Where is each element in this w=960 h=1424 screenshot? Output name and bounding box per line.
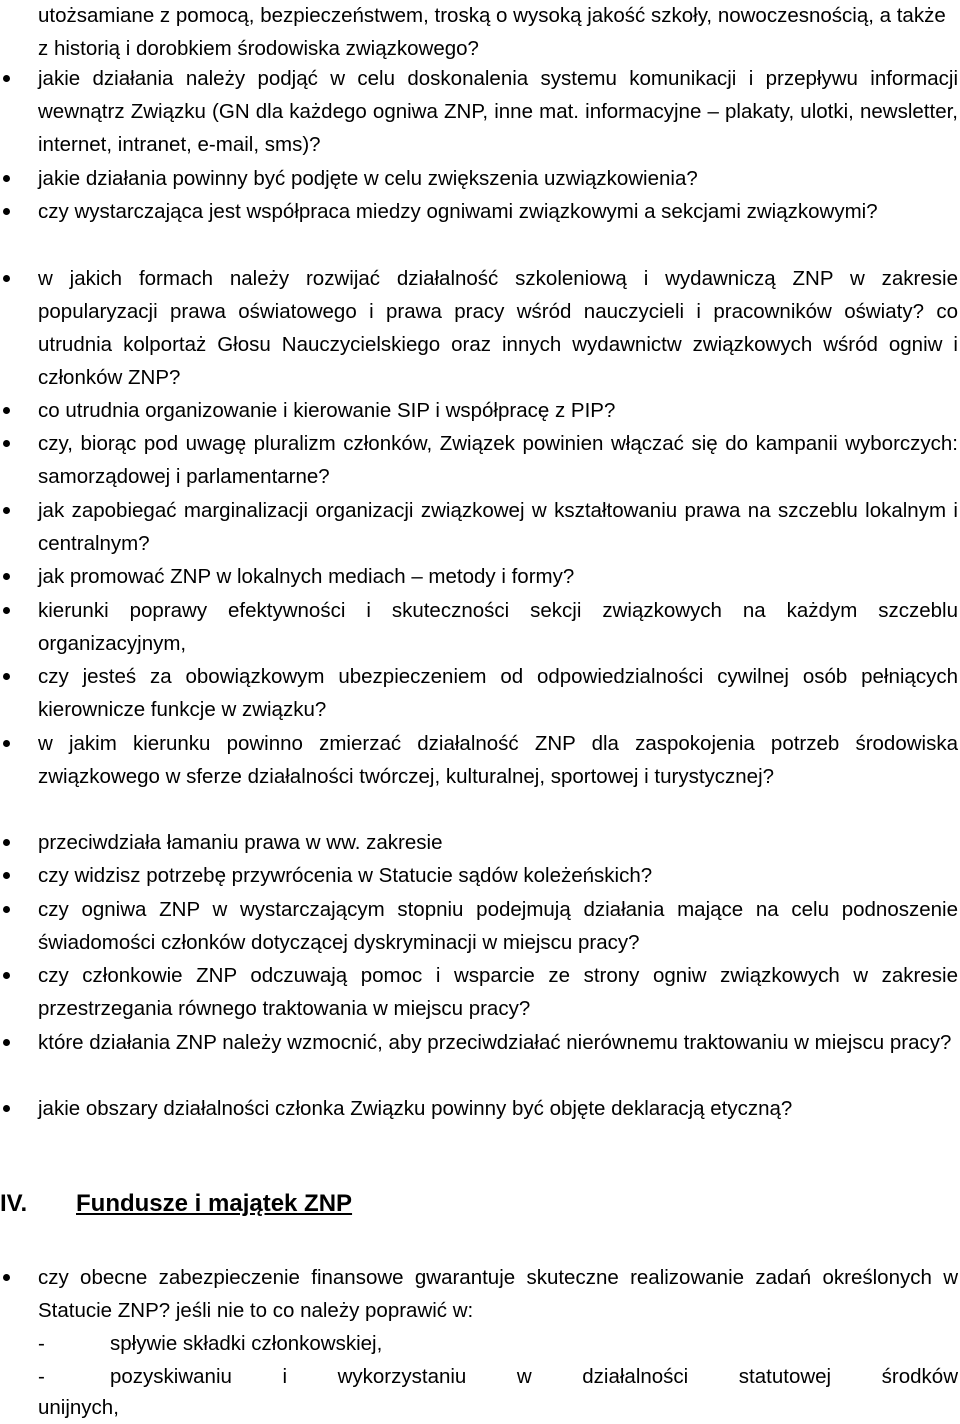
bullet-icon [3,740,10,747]
list-item-text: jakie obszary działalności członka Związku powinny być objęte deklaracją etyczną? [38,1097,793,1120]
list-item-text: które działania ZNP należy wzmocnić, aby przeciwdziałać nierównemu traktowaniu w miejscu pracy? [38,1031,952,1054]
list-item-text: jak promować ZNP w lokalnych mediach – metody i formy? [38,565,575,588]
dash-list-item [38,1360,958,1393]
bullet-icon [3,872,10,879]
list-item-text: czy widzisz potrzebę przywrócenia w Statucie sądów koleżeńskich? [38,864,653,887]
intro-paragraph: utożsamiane z pomocą, bezpieczeństwem, troską o wysoką jakość szkoły, nowoczesnością, a także z historią i dorobkiem środowiska związkowego? [38,4,946,60]
list-item-text: jakie działania powinny być podjęte w celu zwiększenia uzwiązkowienia? [38,167,698,190]
bullet-icon [3,208,10,215]
bullet-icon [3,906,10,913]
section-heading [0,1190,960,1226]
list-item-text: jak zapobiegać marginalizacji organizacji związkowej w kształtowaniu prawa na szczeblu lokalnym i centralnym? [38,499,958,555]
bullet-icon [3,839,10,846]
section-title: Fundusze i majątek ZNP [76,1190,353,1217]
dash-item-text: spływie składki członkowskiej, [110,1332,383,1355]
bullet-icon [3,440,10,447]
list-item-text: kierunki poprawy efektywności i skuteczności sekcji związkowych na każdym szczeblu organizacyjnym, [38,599,958,655]
bullet-icon [3,607,10,614]
dash-marker: - [38,1332,45,1355]
bullet-icon [3,1274,10,1281]
bullet-icon [3,75,10,82]
bullet-icon [3,507,10,514]
list-item-text: co utrudnia organizowanie i kierowanie SIP i współpracę z PIP? [38,399,616,422]
list-item-text: czy obecne zabezpieczenie finansowe gwarantuje skuteczne realizowanie zadań określonych w Statucie ZNP? jeśli nie to co należy poprawić w: [38,1266,958,1322]
bullet-icon [3,175,10,182]
list-item-text: czy, biorąc pod uwagę pluralizm członków, Związek powinien włączać się do kampanii wyborczych: samorządowej i parlamentarne? [38,432,958,488]
bullet-icon [3,1105,10,1112]
list-item-text: czy jesteś za obowiązkowym ubezpieczeniem od odpowiedzialności cywilnej osób pełniących kierownicze funkcje w związku? [38,665,958,721]
dash-item-text: pozyskiwaniu i wykorzystaniu w działalności statutowej środków [110,1365,958,1388]
bullet-icon [3,275,10,282]
bullet-icon [3,673,10,680]
list-item-text: w jakich formach należy rozwijać działalność szkoleniową i wydawniczą ZNP w zakresie popularyzacji prawa oświatowego i prawa pracy wśród nauczycieli i pracowników oświaty? co utrudnia kolportaż Głosu Nauczycielskiego oraz innych wydawnictw związkowych wśród ogniw i członków ZNP? [38,267,958,389]
bullet-icon [3,407,10,414]
bullet-icon [3,972,10,979]
list-item-text: przeciwdziała łamaniu prawa w ww. zakresie [38,831,443,854]
dash-marker: - [38,1365,45,1388]
bullet-icon [3,573,10,580]
list-item-text: czy wystarczająca jest współpraca miedzy ogniwami związkowymi a sekcjami związkowymi? [38,200,878,223]
list-item-text: jakie działania należy podjąć w celu doskonalenia systemu komunikacji i przepływu informacji wewnątrz Związku (GN dla każdego ogniwa ZNP, inne mat. informacyjne – plakaty, ulotki, newsletter, internet, intranet, e-mail, sms)? [38,67,958,156]
continuation-text: unijnych, [38,1396,119,1419]
section-number: IV. [0,1190,28,1217]
list-item-text: czy ogniwa ZNP w wystarczającym stopniu podejmują działania mające na celu podnoszenie świadomości członków dotyczącej dyskryminacji w miejscu pracy? [38,898,958,954]
list-item-text: w jakim kierunku powinno zmierzać działalność ZNP dla zaspokojenia potrzeb środowiska związkowego w sferze działalności twórczej, kulturalnej, sportowej i turystycznej? [38,732,958,788]
dash-list-item [38,1327,958,1360]
list-item-text: czy członkowie ZNP odczuwają pomoc i wsparcie ze strony ogniw związkowych w zakresie przestrzegania równego traktowania w miejscu pracy? [38,964,958,1020]
bullet-icon [3,1039,10,1046]
